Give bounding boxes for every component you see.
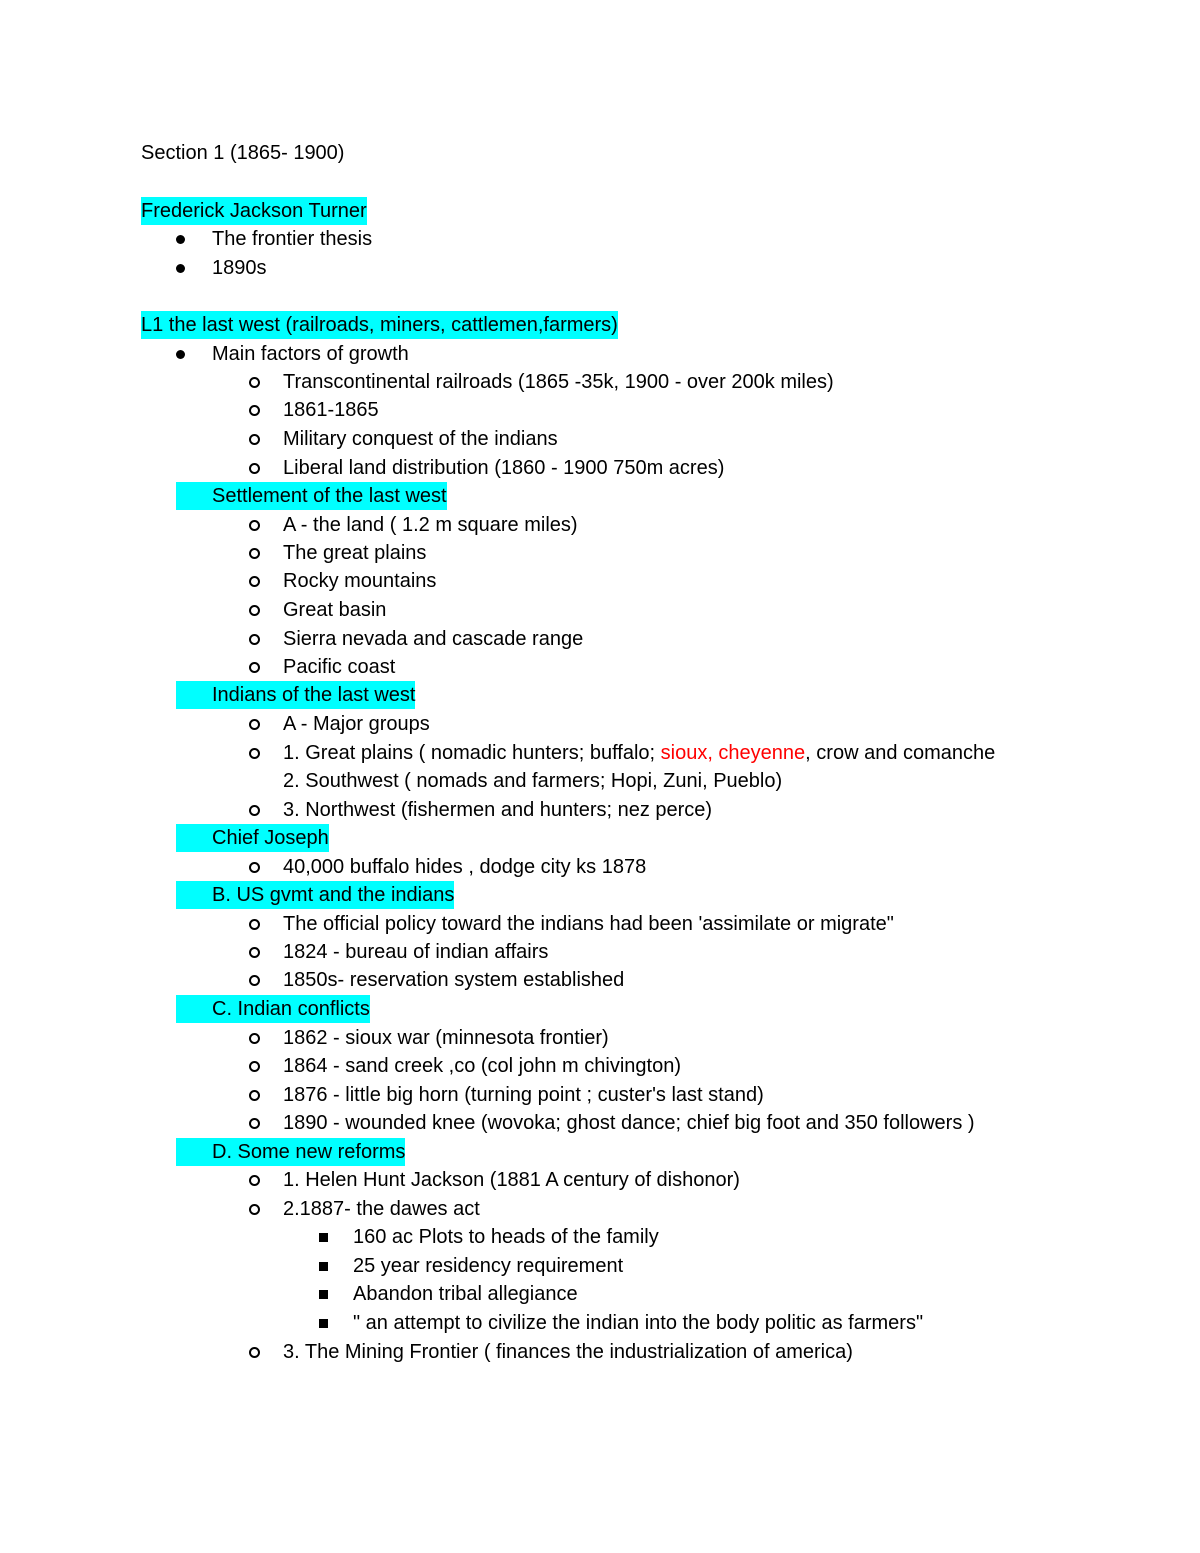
title-text: Section 1 (1865- 1900) (141, 142, 345, 164)
hollow-bullet-icon (249, 576, 260, 587)
hollow-bullet-icon (249, 520, 260, 531)
hollow-bullet-icon (249, 548, 260, 559)
hollow-bullet-icon (249, 605, 260, 616)
highlighted-tribes: sioux, cheyenne (660, 742, 806, 764)
hollow-bullet-icon (249, 434, 260, 445)
filled-bullet-icon (176, 235, 185, 244)
hollow-bullet-icon (249, 1204, 260, 1215)
hollow-bullet-icon (249, 1347, 260, 1358)
hollow-bullet-icon (249, 862, 260, 873)
hollow-bullet-icon (249, 1033, 260, 1044)
filled-bullet-icon (176, 350, 185, 359)
hollow-bullet-icon (249, 662, 260, 673)
hollow-bullet-icon (249, 1061, 260, 1072)
hollow-bullet-icon (249, 1175, 260, 1186)
square-bullet-icon (319, 1319, 328, 1328)
hollow-bullet-icon (249, 405, 260, 416)
square-bullet-icon (319, 1262, 328, 1271)
hollow-bullet-icon (249, 975, 260, 986)
hollow-bullet-icon (249, 463, 260, 474)
heading-text: L1 the last west (railroads, miners, cattlemen,farmers) (141, 311, 618, 339)
square-bullet-icon (319, 1233, 328, 1242)
hollow-bullet-icon (249, 719, 260, 730)
hollow-bullet-icon (249, 377, 260, 388)
hollow-bullet-icon (249, 1118, 260, 1129)
document-page: Section 1 (1865- 1900) Frederick Jackson Turner The frontier thesis 1890s L1 the last west (railroads, miners, cattlemen,farmers) Main factors of growth Transcontinental railroads (1865 -35k, 1900 - over 200k miles) 1861-1865 Military conquest of the indians Liberal land distribution (1860 - 1900 750m acres) Settlement of the last west A - the land ( 1.2 m square miles) The great plains Rocky mountains Great basin Sierra nevada and cascade range Pacific coast Indians of the last west A - Major groups 1. Great plains ( nomadic hunters; buffalo; sioux, cheyenne, crow and comanche 2. Southwest ( nomads and farmers; Hopi, Zuni, Pueblo) 3. Northwest (fishermen and hunters; nez perce) Chief Joseph 40,000 buffalo hides , dodge city ks 1878 B. US gvmt and the indians The official policy toward the indians had been 'assimilate or migrate" 1824 - bureau of indian affairs 1850s- reservation system established C. Indian conflicts 1862 - sioux war (minnesota frontier) 1864 - sand creek ,co (col john m chivington) 1876 - little big horn (turning point ; custer's last stand) 1890 - wounded knee (wovoka; ghost dance; chief big foot and 350 followers ) D. Some new reforms 1. Helen Hunt Jackson (1881 A century of dishonor) 2.1887- the dawes act 160 ac Plots to heads of the family 25 year residency requirement Abandon tribal allegiance " an attempt to civilize the indian into the body politic as farmers" 3. The Mining Frontier ( finances the industrialization of america) (0, 0, 1200, 1553)
heading-text: Frederick Jackson Turner (141, 197, 367, 225)
hollow-bullet-icon (249, 748, 260, 759)
hollow-bullet-icon (249, 805, 260, 816)
hollow-bullet-icon (249, 947, 260, 958)
hollow-bullet-icon (249, 634, 260, 645)
hollow-bullet-icon (249, 1090, 260, 1101)
square-bullet-icon (319, 1290, 328, 1299)
hollow-bullet-icon (249, 919, 260, 930)
filled-bullet-icon (176, 264, 185, 273)
